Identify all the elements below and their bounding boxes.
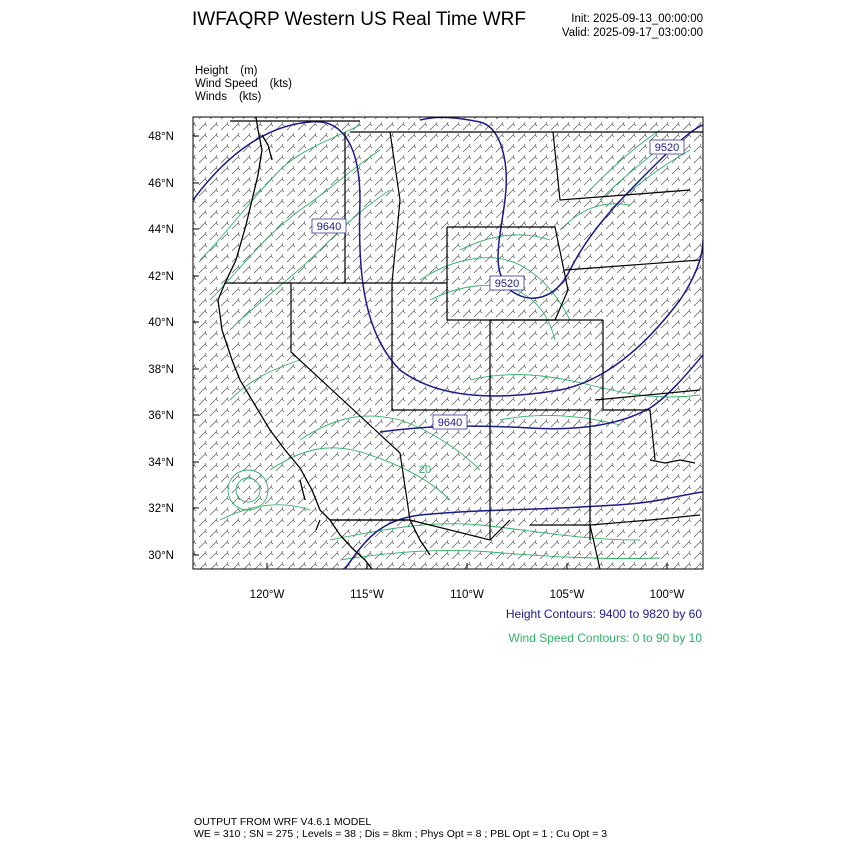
- footer-model: OUTPUT FROM WRF V4.6.1 MODEL: [194, 816, 372, 828]
- height-contour-note: Height Contours: 9400 to 9820 by 60: [505, 607, 702, 621]
- lat-label-42: 42°N: [148, 271, 174, 283]
- lon-label-115: 115°W: [350, 589, 384, 601]
- height-label-3: 9520: [654, 142, 680, 154]
- lat-label-32: 32°N: [148, 503, 174, 515]
- map-title: IWFAQRP Western US Real Time WRF: [192, 9, 526, 30]
- height-label-1: 9640: [316, 221, 342, 233]
- lat-label-30: 30°N: [148, 550, 174, 562]
- lat-label-44: 44°N: [148, 224, 174, 236]
- lat-label-48: 48°N: [148, 131, 174, 143]
- lon-label-100: 100°W: [649, 589, 685, 601]
- valid-time: Valid: 2025-09-17_03:00:00: [561, 27, 703, 39]
- height-label-2: 9520: [494, 278, 520, 290]
- lat-label-40: 40°N: [148, 317, 174, 329]
- height-label-4: 9640: [437, 417, 463, 429]
- wind-barbs: [193, 117, 703, 569]
- plot-area: [193, 117, 703, 569]
- lat-label-38: 38°N: [148, 364, 174, 376]
- lon-label-110: 110°W: [450, 589, 484, 601]
- footer-params: WE = 310 ; SN = 275 ; Levels = 38 ; Dis = 8km ; Phys Opt = 8 ; PBL Opt = 1 ; Cu Opt = 3: [194, 828, 608, 840]
- wind-speed-label: 20: [418, 464, 432, 476]
- lat-label-36: 36°N: [148, 410, 174, 422]
- lat-label-34: 34°N: [148, 457, 174, 469]
- field-height: Height (m): [195, 65, 258, 77]
- lat-label-46: 46°N: [148, 178, 174, 190]
- field-wind-speed: Wind Speed (kts): [195, 78, 293, 90]
- lon-label-120: 120°W: [249, 589, 285, 601]
- wind-contour-note: Wind Speed Contours: 0 to 90 by 10: [508, 631, 702, 645]
- lon-label-105: 105°W: [549, 589, 585, 601]
- field-winds: Winds (kts): [195, 91, 262, 103]
- init-time: Init: 2025-09-13_00:00:00: [571, 13, 703, 25]
